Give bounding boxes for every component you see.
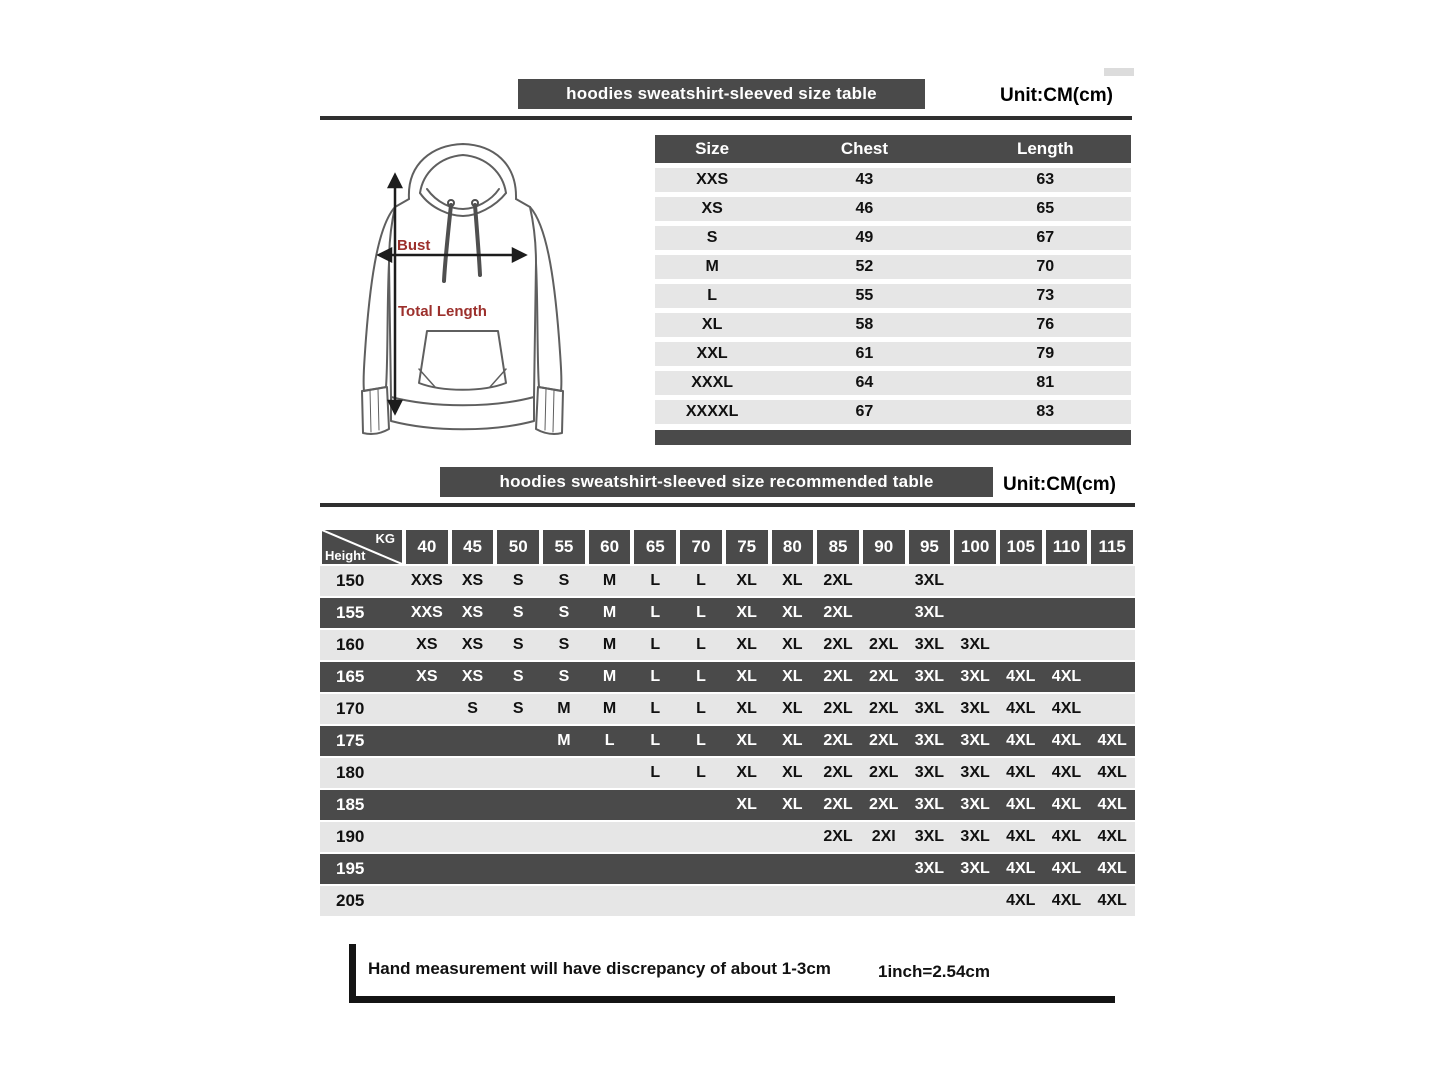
- size-recommendation-cell: M: [602, 668, 617, 685]
- size-recommendation-cell: 2XL: [823, 796, 853, 813]
- weight-header-cell: 75: [724, 528, 770, 566]
- recommended-row: [320, 598, 1135, 628]
- size-recommendation-cell: 4XL: [1051, 892, 1082, 909]
- size-recommendation-cell: 2XL: [823, 572, 853, 589]
- divider-bottom: [320, 503, 1135, 507]
- height-label: 185: [336, 795, 365, 814]
- measurement-discrepancy-note: Hand measurement will have discrepancy of about 1-3cm: [368, 959, 831, 978]
- size-recommendation-cell: 4XL: [1097, 764, 1127, 781]
- size-recommendation-cell: XL: [782, 732, 803, 749]
- weight-header-cell: 50: [495, 528, 541, 566]
- size-recommendation-cell: 4XL: [1097, 892, 1127, 909]
- size-recommendation-cell: L: [696, 604, 706, 621]
- size-recommendation-cell: 3XL: [960, 700, 990, 717]
- size-recommendation-cell: 3XL: [960, 636, 990, 653]
- length-cell: 83: [1036, 403, 1055, 420]
- corner-kg-label: KG: [375, 531, 395, 546]
- size-recommendation-cell: 3XL: [914, 604, 945, 621]
- length-cell: 63: [1036, 171, 1055, 188]
- size-recommendation-cell: 3XL: [914, 668, 945, 685]
- size-recommendation-cell: S: [512, 636, 524, 653]
- size-recommendation-cell: 3XL: [960, 668, 990, 685]
- size-recommendation-cell: 4XL: [1006, 700, 1036, 717]
- size-recommendation-cell: XL: [736, 604, 757, 621]
- size-recommendation-cell: M: [602, 636, 617, 653]
- size-recommendation-cell: 2XL: [823, 828, 853, 845]
- size-recommendation-cell: 4XL: [1051, 764, 1082, 781]
- recommended-row: [320, 726, 1135, 756]
- size-recommendation-cell: 3XL: [914, 828, 945, 845]
- size-recommendation-cell: 4XL: [1006, 892, 1036, 909]
- size-recommendation-cell: 4XL: [1051, 668, 1082, 685]
- size-recommendation-cell: M: [602, 604, 617, 621]
- scan-artifact: [1104, 68, 1134, 76]
- size-recommendation-cell: M: [602, 700, 617, 717]
- size-cell: XXXL: [691, 374, 734, 391]
- size-recommendation-cell: 3XL: [914, 764, 945, 781]
- size-recommendation-cell: XXS: [410, 572, 443, 589]
- chest-cell: 55: [855, 287, 874, 304]
- size-recommendation-cell: XL: [736, 796, 757, 813]
- height-label: 195: [336, 859, 365, 878]
- size-recommendation-cell: L: [650, 732, 661, 749]
- size-recommendation-cell: XL: [736, 764, 757, 781]
- size-recommendation-cell: XS: [461, 604, 484, 621]
- size-recommendation-cell: 2XL: [869, 700, 899, 717]
- size-recommendation-cell: 2XL: [823, 636, 853, 653]
- size-recommendation-cell: L: [696, 764, 706, 781]
- size-recommendation-cell: XL: [782, 700, 803, 717]
- chest-cell: 52: [855, 258, 874, 275]
- weight-header-cell: 55: [541, 528, 587, 566]
- size-recommendation-cell: XS: [416, 636, 438, 653]
- size-recommendation-cell: 4XL: [1051, 860, 1082, 877]
- recommended-table-header: [320, 528, 1135, 566]
- size-recommendation-cell: 3XL: [914, 796, 945, 813]
- size-table-title: hoodies sweatshirt-sleeved size table: [518, 79, 925, 109]
- size-recommendation-cell: XS: [461, 572, 484, 589]
- size-table-row: [655, 226, 1131, 250]
- length-cell: 65: [1036, 200, 1055, 217]
- footer-corner-horizontal-bar: [349, 996, 1115, 1003]
- size-recommendation-cell: 2XL: [823, 764, 853, 781]
- size-recommendation-cell: S: [512, 700, 524, 717]
- height-label: 180: [336, 763, 365, 782]
- weight-header-cell: 100: [952, 528, 998, 566]
- size-table-row: [655, 313, 1131, 337]
- size-recommendation-cell: 3XL: [914, 636, 945, 653]
- size-recommendation-cell: L: [696, 700, 706, 717]
- size-recommendation-cell: 3XL: [914, 860, 945, 877]
- weight-header-cell: 95: [907, 528, 953, 566]
- size-cell: XXL: [696, 345, 728, 362]
- size-recommendation-cell: 2XL: [869, 764, 899, 781]
- size-cell: M: [705, 258, 719, 275]
- inch-conversion-note: 1inch=2.54cm: [878, 962, 990, 981]
- total-length-label: Total Length: [398, 303, 487, 320]
- column-header-chest: Chest: [840, 139, 889, 158]
- chest-cell: 58: [855, 316, 874, 333]
- size-recommendation-cell: 4XL: [1006, 796, 1036, 813]
- unit-label-bottom: Unit:CM(cm): [1003, 474, 1116, 495]
- size-recommendation-cell: 4XL: [1051, 828, 1082, 845]
- size-table-row: [655, 342, 1131, 366]
- chest-cell: 67: [855, 403, 874, 420]
- height-label: 190: [336, 827, 365, 846]
- recommended-table: [320, 528, 1135, 918]
- size-recommendation-cell: 4XL: [1051, 796, 1082, 813]
- length-cell: 79: [1036, 345, 1055, 362]
- size-recommendation-cell: 3XL: [960, 796, 990, 813]
- height-label: 170: [336, 699, 365, 718]
- size-recommendation-cell: 2XI: [871, 828, 896, 845]
- weight-header-cell: 45: [450, 528, 496, 566]
- size-recommendation-cell: L: [696, 636, 706, 653]
- length-cell: 67: [1036, 229, 1055, 246]
- recommended-row: [320, 662, 1135, 692]
- size-recommendation-cell: L: [650, 668, 661, 685]
- size-cell: XS: [701, 200, 723, 217]
- size-recommendation-cell: M: [602, 572, 617, 589]
- recommended-row: [320, 790, 1135, 820]
- recommended-row: [320, 822, 1135, 852]
- weight-header-cell: 65: [632, 528, 678, 566]
- size-recommendation-cell: XS: [461, 636, 484, 653]
- size-recommendation-cell: XL: [782, 572, 803, 589]
- size-recommendation-cell: XL: [736, 700, 757, 717]
- weight-header-cell: 60: [587, 528, 633, 566]
- size-recommendation-cell: XL: [782, 668, 803, 685]
- size-recommendation-cell: XS: [416, 668, 438, 685]
- bust-label: Bust: [397, 237, 431, 254]
- column-header-length: Length: [1016, 139, 1074, 158]
- size-recommendation-cell: XL: [782, 796, 803, 813]
- size-recommendation-cell: 4XL: [1097, 828, 1127, 845]
- column-header-size: Size: [695, 139, 730, 158]
- size-table-row: [655, 400, 1131, 424]
- size-recommendation-cell: L: [696, 668, 706, 685]
- recommended-row: [320, 854, 1135, 884]
- size-recommendation-cell: 2XL: [823, 604, 853, 621]
- size-recommendation-cell: L: [650, 764, 661, 781]
- size-recommendation-cell: L: [604, 732, 615, 749]
- size-recommendation-cell: 4XL: [1006, 732, 1036, 749]
- length-cell: 76: [1036, 316, 1055, 333]
- height-label: 150: [336, 571, 365, 590]
- size-table-row: [655, 255, 1131, 279]
- size-recommendation-cell: XL: [736, 668, 757, 685]
- size-recommendation-cell: S: [512, 572, 524, 589]
- size-recommendation-cell: 2XL: [869, 732, 899, 749]
- size-recommendation-cell: L: [650, 636, 661, 653]
- size-recommendation-cell: XL: [782, 636, 803, 653]
- recommended-table-title: hoodies sweatshirt-sleeved size recommended table: [440, 467, 993, 497]
- weight-header-cell: 105: [998, 528, 1044, 566]
- recommended-row: [320, 630, 1135, 660]
- size-recommendation-cell: S: [558, 668, 570, 685]
- recommended-row: [320, 566, 1135, 596]
- size-recommendation-cell: 2XL: [869, 636, 899, 653]
- size-table-row: [655, 284, 1131, 308]
- chest-cell: 46: [855, 200, 874, 217]
- size-cell: L: [707, 287, 717, 304]
- height-label: 165: [336, 667, 365, 686]
- weight-header-cell: 110: [1044, 528, 1090, 566]
- height-label: 205: [336, 891, 365, 910]
- size-recommendation-cell: S: [512, 668, 524, 685]
- size-recommendation-cell: L: [650, 700, 661, 717]
- recommended-row: [320, 886, 1135, 916]
- size-recommendation-cell: L: [650, 604, 661, 621]
- size-recommendation-cell: 4XL: [1097, 860, 1127, 877]
- size-recommendation-cell: 4XL: [1006, 860, 1036, 877]
- size-recommendation-cell: L: [696, 732, 706, 749]
- weight-header-cell: 115: [1089, 528, 1135, 566]
- size-recommendation-cell: 2XL: [823, 700, 853, 717]
- hoodie-diagram: [323, 133, 607, 457]
- size-recommendation-cell: 2XL: [869, 796, 899, 813]
- weight-header-cell: 90: [861, 528, 907, 566]
- size-recommendation-cell: L: [696, 572, 706, 589]
- size-recommendation-cell: S: [558, 604, 570, 621]
- size-recommendation-cell: XL: [782, 764, 803, 781]
- size-table-row: [655, 168, 1131, 192]
- size-cell: XXS: [696, 171, 729, 188]
- size-cell: XL: [701, 316, 723, 333]
- size-recommendation-cell: 4XL: [1006, 668, 1036, 685]
- size-recommendation-cell: S: [558, 572, 570, 589]
- corner-cell: [320, 528, 404, 566]
- size-recommendation-cell: XL: [736, 636, 757, 653]
- size-table-row: [655, 197, 1131, 221]
- size-recommendation-cell: 2XL: [823, 668, 853, 685]
- size-recommendation-cell: XL: [736, 572, 757, 589]
- size-recommendation-cell: S: [512, 604, 524, 621]
- corner-height-label: Height: [325, 548, 366, 563]
- weight-header-cell: 70: [678, 528, 724, 566]
- size-recommendation-cell: 4XL: [1097, 796, 1127, 813]
- size-recommendation-cell: 4XL: [1097, 732, 1127, 749]
- recommended-row: [320, 694, 1135, 724]
- weight-header-cell: 40: [404, 528, 450, 566]
- size-recommendation-cell: 3XL: [914, 700, 945, 717]
- size-cell: XXXXL: [685, 403, 739, 420]
- length-cell: 81: [1036, 374, 1055, 391]
- size-table-header: [655, 135, 1131, 163]
- size-table-row: [655, 371, 1131, 395]
- size-recommendation-cell: L: [650, 572, 661, 589]
- size-recommendation-cell: 3XL: [960, 764, 990, 781]
- length-cell: 70: [1036, 258, 1055, 275]
- divider-top: [320, 116, 1132, 120]
- chest-cell: 49: [855, 229, 874, 246]
- size-recommendation-cell: 4XL: [1006, 828, 1036, 845]
- size-recommendation-cell: 3XL: [914, 572, 945, 589]
- size-table-footer-bar: [655, 430, 1131, 445]
- size-recommendation-cell: XS: [461, 668, 484, 685]
- height-label: 155: [336, 603, 365, 622]
- size-recommendation-cell: 4XL: [1051, 700, 1082, 717]
- chest-cell: 64: [855, 374, 874, 391]
- height-label: 175: [336, 731, 365, 750]
- size-recommendation-cell: M: [557, 732, 571, 749]
- length-cell: 73: [1036, 287, 1055, 304]
- size-cell: S: [706, 229, 718, 246]
- size-recommendation-cell: 2XL: [823, 732, 853, 749]
- size-recommendation-cell: XL: [782, 604, 803, 621]
- size-recommendation-cell: 2XL: [869, 668, 899, 685]
- footer-corner-vertical-bar: [349, 944, 356, 1001]
- size-table: [655, 135, 1131, 445]
- chest-cell: 61: [855, 345, 874, 362]
- size-recommendation-cell: XL: [736, 732, 757, 749]
- chest-cell: 43: [855, 171, 874, 188]
- size-recommendation-cell: 3XL: [960, 732, 990, 749]
- weight-header-cell: 80: [770, 528, 816, 566]
- weight-header-cell: 85: [815, 528, 861, 566]
- size-recommendation-cell: 3XL: [960, 860, 990, 877]
- size-recommendation-cell: XXS: [410, 604, 443, 621]
- size-recommendation-cell: S: [467, 700, 478, 717]
- size-recommendation-cell: S: [558, 636, 570, 653]
- size-recommendation-cell: 3XL: [960, 828, 990, 845]
- size-recommendation-cell: 4XL: [1006, 764, 1036, 781]
- unit-label-top: Unit:CM(cm): [1000, 85, 1113, 106]
- size-recommendation-cell: M: [557, 700, 571, 717]
- size-recommendation-cell: 3XL: [914, 732, 945, 749]
- height-label: 160: [336, 635, 365, 654]
- recommended-row: [320, 758, 1135, 788]
- size-recommendation-cell: 4XL: [1051, 732, 1082, 749]
